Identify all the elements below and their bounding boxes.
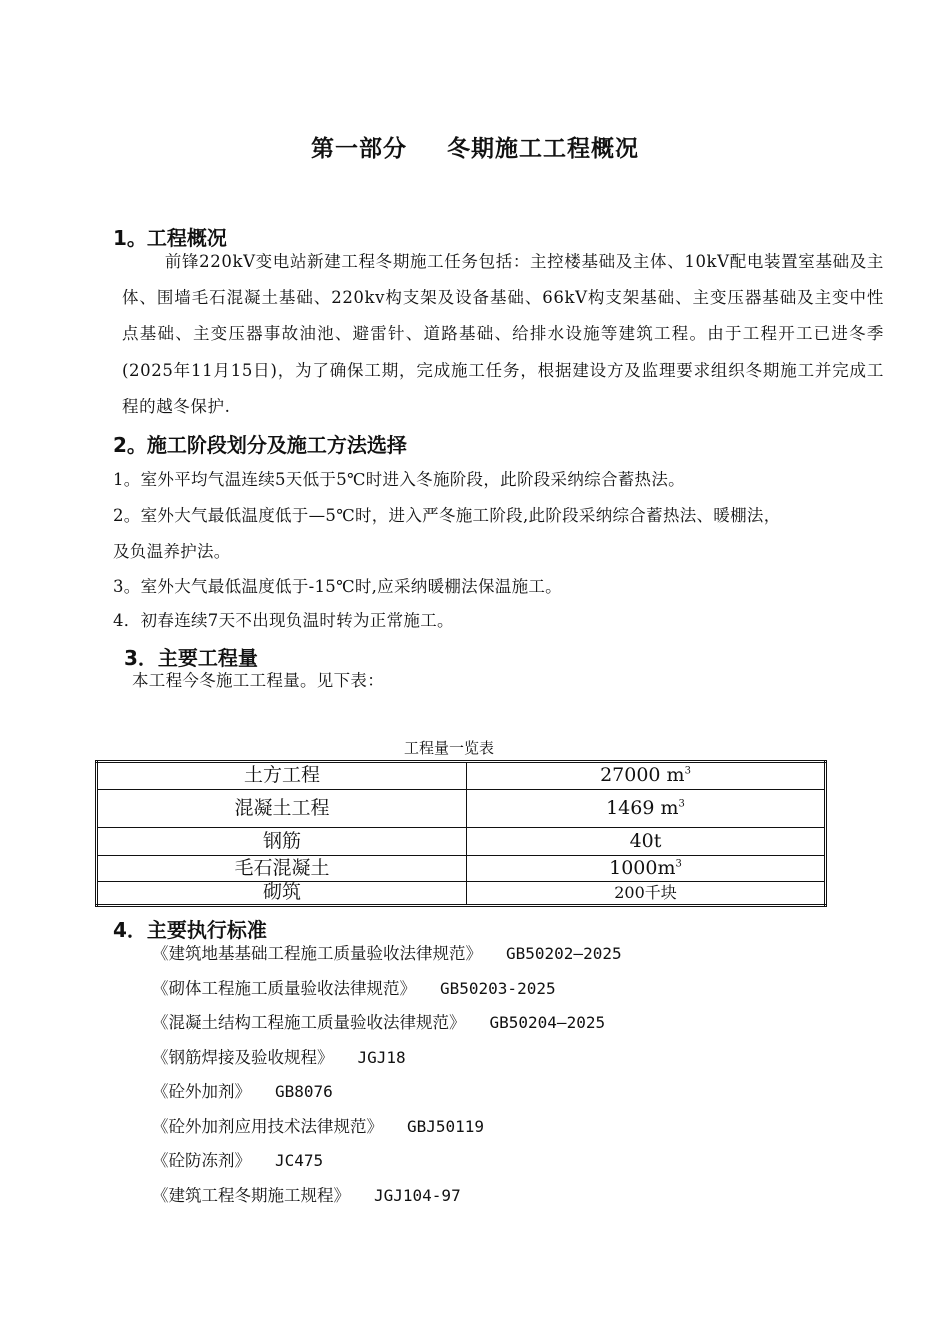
table-row — [97, 856, 826, 882]
section-1-heading: 1。工程概况 — [113, 226, 227, 250]
section-2-item: 及负温养护法。 — [113, 542, 231, 561]
table-cell-name: 钢筋 — [97, 828, 467, 856]
standard-item: 《砼外加剂》 GB8076 — [152, 1082, 333, 1101]
section-2-item: 4．初春连续7天不出现负温时转为正常施工。 — [113, 611, 454, 630]
table-cell-value: 27000 $m^3$ — [467, 762, 826, 790]
standard-item: 《建筑工程冬期施工规程》 JGJ104-97 — [152, 1186, 461, 1205]
page-title — [0, 130, 950, 163]
table-cell-value: $1000m^3$ — [467, 856, 826, 882]
table-row — [97, 882, 826, 906]
standard-item: 《砌体工程施工质量验收法律规范》 GB50203-2025 — [152, 979, 556, 998]
title-part: 第一部分 — [311, 135, 407, 162]
section-2-item: 3。室外大气最低温度低于-15℃时,应采纳暖棚法保温施工。 — [113, 577, 562, 596]
standard-item: 《建筑地基基础工程施工质量验收法律规范》 GB50202—2025 — [152, 944, 622, 963]
table-row — [97, 762, 826, 790]
standard-item: 《混凝土结构工程施工质量验收法律规范》 GB50204—2025 — [152, 1013, 606, 1032]
table-cell-name: 土方工程 — [97, 762, 467, 790]
section-3-heading: 3．主要工程量 — [124, 646, 258, 670]
title-name: 冬期施工工程概况 — [447, 135, 639, 162]
table-cell-name: 砌筑 — [97, 882, 467, 906]
section-2-item: 2。室外大气最低温度低于—5℃时，进入严冬施工阶段,此阶段采纳综合蓄热法、暖棚法， — [113, 506, 781, 525]
table-row — [97, 790, 826, 828]
section-4-heading: 4．主要执行标准 — [113, 918, 267, 942]
table-cell-name: 混凝土工程 — [97, 790, 467, 828]
standard-item: 《砼外加剂应用技术法律规范》 GBJ50119 — [152, 1117, 485, 1136]
quantity-table — [95, 760, 827, 907]
section-3-intro: 本工程今冬施工工程量。见下表： — [132, 671, 384, 690]
table-cell-value: 200千块 — [467, 882, 826, 906]
table-row — [97, 828, 826, 856]
standard-item: 《钢筋焊接及验收规程》 JGJ18 — [152, 1048, 406, 1067]
section-2-item: 1。室外平均气温连续5天低于5℃时进入冬施阶段，此阶段采纳综合蓄热法。 — [113, 470, 685, 489]
section-1-paragraph: 前锋220kV变电站新建工程冬期施工任务包括：主控楼基础及主体、10kV配电装置室基础及主体、围墙毛石混凝土基础、220kv构支架及设备基础、66kV构支架基础、主变压器基础及主变中性点基础、主变压器事故油池、避雷针、道路基础、给排水设施等建筑工程。由于工程开工已进冬季(2025年11月15日)，为了确保工期，完成施工任务，根据建设方及监理要求组织冬期施工并完成工程的越冬保护. — [122, 252, 884, 416]
table-caption: 工程量一览表 — [404, 739, 495, 757]
table-cell-value: 40t — [467, 828, 826, 856]
standard-item: 《砼防冻剂》 JC475 — [152, 1151, 324, 1170]
table-cell-value: 1469 $m^3$ — [467, 790, 826, 828]
table-cell-name: 毛石混凝土 — [97, 856, 467, 882]
section-2-heading: 2。施工阶段划分及施工方法选择 — [113, 433, 407, 457]
